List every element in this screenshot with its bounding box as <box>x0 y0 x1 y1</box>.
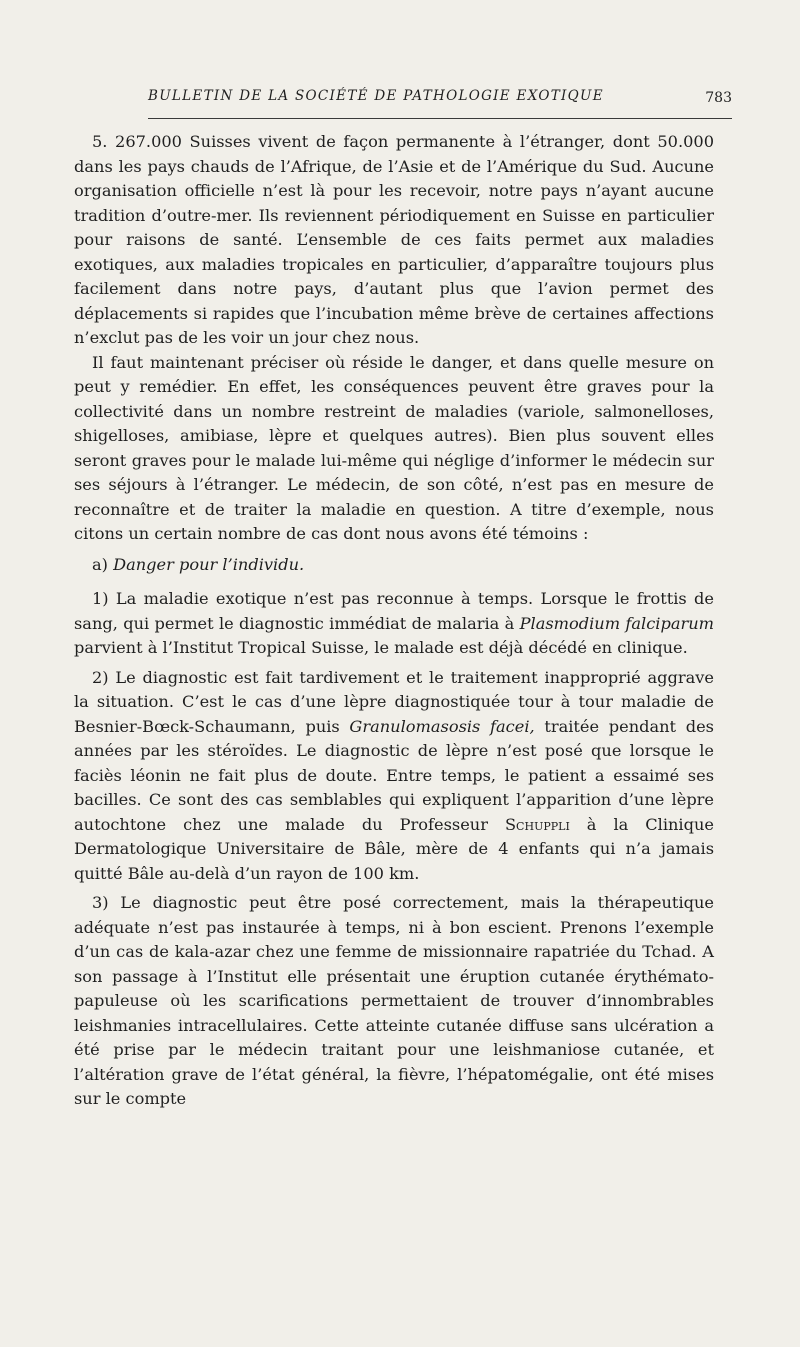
section-subheading <box>74 553 714 578</box>
case-1-text-b: parvient à l’Institut Tropical Suisse, le malade est déjà décédé en clinique. <box>74 638 688 657</box>
page-number: 783 <box>705 90 732 106</box>
case-3-paragraph: 3) Le diagnostic peut être posé correctement, mais la thérapeutique adéquate n’est pas instaurée à temps, ni à bon escient. Prenons l’exemple d’un cas de kala-azar chez une femme de missionnaire rapatriée du Tchad. A son passage à l’Institut elle présentait une éruption cutanée érythémato-papuleuse où les scarifications permettaient de trouver d’innombrables leishmanies intracellulaires. Cette atteinte cutanée diffuse sans ulcération a été prise par le médecin traitant pour une leishmaniose cutanée, et l’altération grave de l’état général, la fièvre, l’hépatomégalie, ont été mises sur le compte <box>74 893 714 1108</box>
case-2-text-c: à la Clinique Dermatologique Universitaire de Bâle, mère de 4 enfants qui n’a jamais quitté Bâle au-delà d’un rayon de 100 km. <box>74 814 714 883</box>
case-1-species: Plasmodium falciparum <box>519 613 714 633</box>
subheading-label: a) <box>92 554 108 574</box>
running-header <box>148 88 732 112</box>
paragraph-danger: Il faut maintenant préciser où réside le danger, et dans quelle mesure on peut y remédier. En effet, les conséquences peuvent être graves pour la collectivité dans un nombre restreint de maladies (variole, salmonelloses, shigelloses, amibiase, lèpre et quelques autres). Bien plus souvent elles seront graves pour le malade lui-même qui néglige d’informer le médecin sur ses séjours à l’étranger. Le médecin, de son côté, n’est pas en mesure de reconnaître et de traiter la maladie en question. A titre d’exemple, nous citons un certain nombre de cas dont nous avons été témoins : <box>74 352 714 543</box>
case-2-text-b: traitée pendant des années par les stéroïdes. Le diagnostic de lèpre n’est posé que lorsque le faciès léonin ne fait plus de doute. Entre temps, le patient a essaimé ses bacilles. Ce sont des cas semblables qui expliquent l’apparition d’une lèpre autochtone chez une malade du Professeur <box>74 716 714 834</box>
body-text <box>74 130 714 1112</box>
case-2-term: Granulomasosis facei, <box>349 716 535 736</box>
journal-title: BULLETIN DE LA SOCIÉTÉ DE PATHOLOGIE EXOTIQUE <box>148 88 604 104</box>
case-1-paragraph <box>74 587 714 661</box>
header-rule <box>148 118 732 119</box>
subheading-text: Danger pour l’individu. <box>113 554 305 574</box>
case-2-paragraph <box>74 666 714 887</box>
case-2-text-a: 2) Le diagnostic est fait tardivement et le traitement inapproprié aggrave la situation. C’est le cas d’une lèpre diagnostiquée tour à tour maladie de Besnier-Bœck-Schaumann, puis <box>74 667 714 736</box>
case-1-text-a: 1) La maladie exotique n’est pas reconnue à temps. Lorsque le frottis de sang, qui permet le diagnostic immédiat de malaria à <box>74 589 714 633</box>
case-2-professor-name: Schuppli <box>504 814 570 834</box>
paragraph-swiss-abroad: 5. 267.000 Suisses vivent de façon permanente à l’étranger, dont 50.000 dans les pays chauds de l’Afrique, de l’Asie et de l’Amérique du Sud. Aucune organisation officielle n’est là pour les recevoir, notre pays n’ayant aucune tradition d’outre-mer. Ils reviennent périodiquement en Suisse en particulier pour raisons de santé. L’ensemble de ces faits permet aux maladies exotiques, aux maladies tropicales en particulier, d’apparaître toujours plus facilement dans notre pays, d’autant plus que l’avion permet des déplacements si rapides que l’incubation même brève de certaines affections n’exclut pas de les voir un jour chez nous. <box>74 132 714 347</box>
